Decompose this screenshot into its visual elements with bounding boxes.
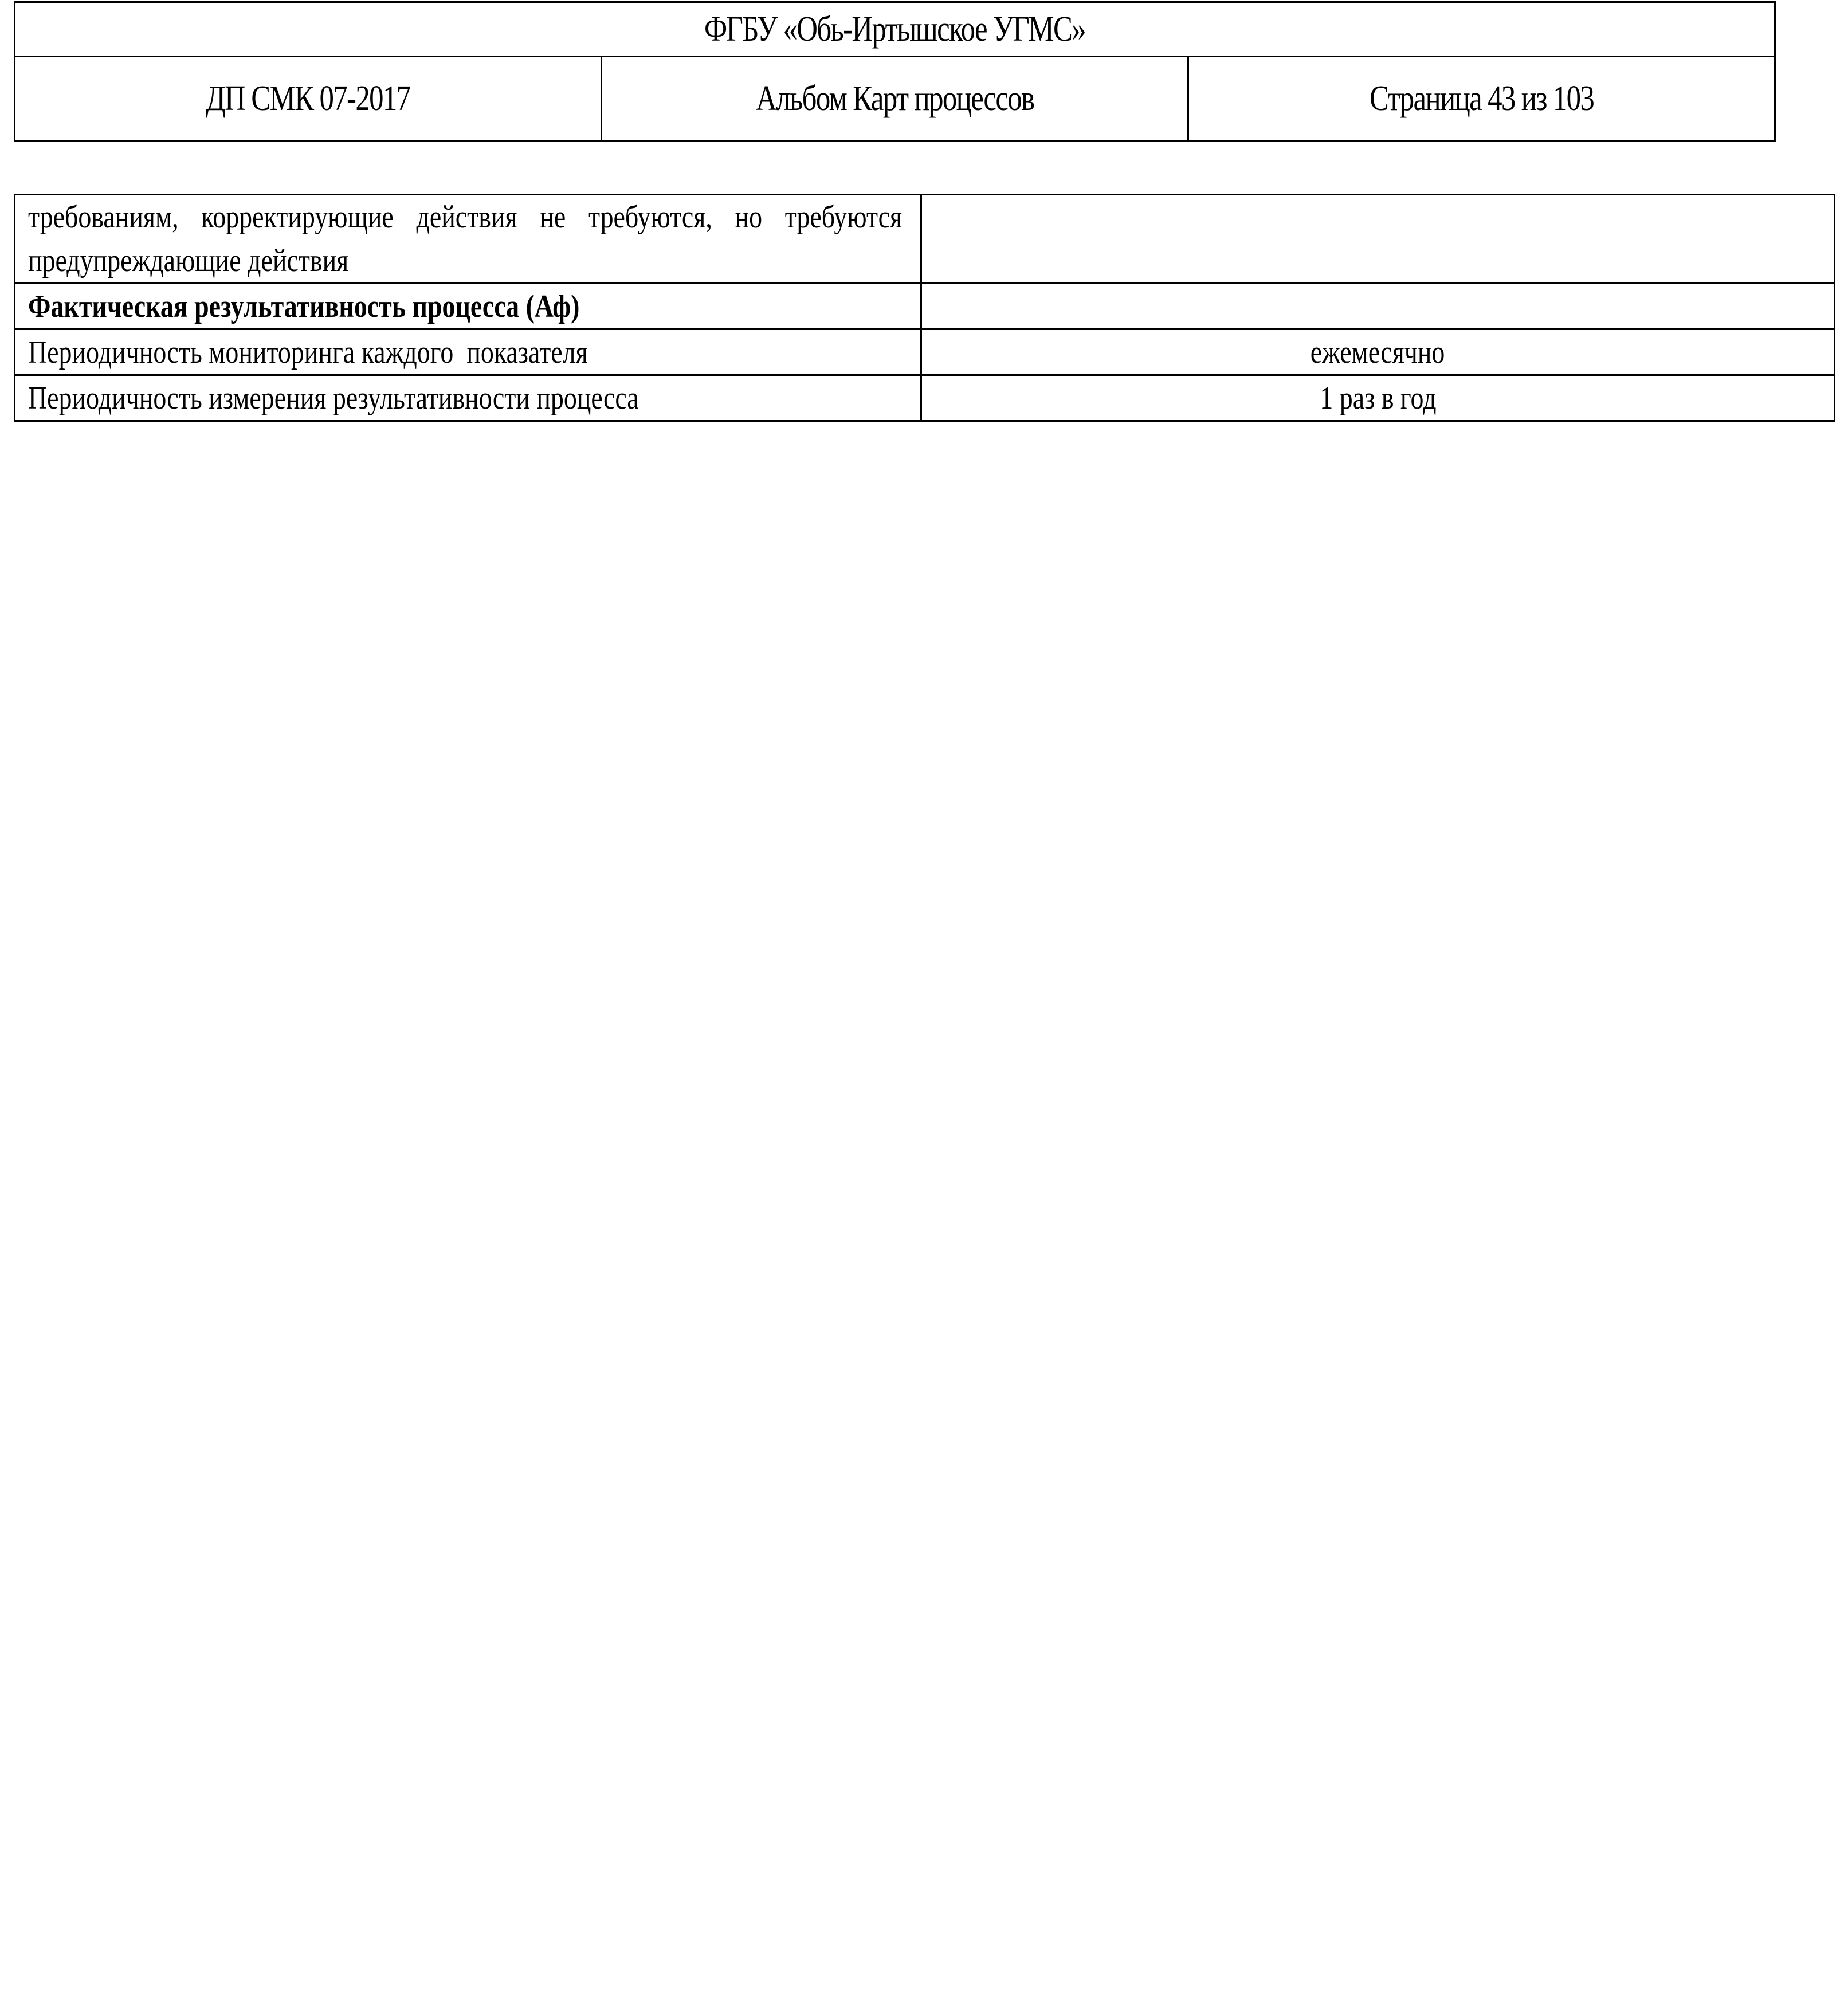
- header-doc-code-cell: [15, 57, 602, 141]
- process-card-table: [14, 194, 1835, 422]
- header-page-cell: [1188, 57, 1775, 141]
- header-org-row: [15, 2, 1775, 57]
- measurement-frequency-label: Периодичность измерения результативности процесса: [28, 380, 639, 416]
- row-label-cell: [15, 375, 921, 421]
- label-line-1: [28, 195, 902, 239]
- table-row: [15, 284, 1835, 329]
- row-label-cell: [15, 195, 921, 284]
- word: не: [540, 199, 566, 235]
- row-value-cell: [921, 284, 1835, 329]
- document-header: [14, 1, 1776, 142]
- actual-effectiveness-label: Фактическая результативность процесса (Аф): [28, 288, 580, 324]
- word: требуются,: [588, 199, 712, 235]
- table-row: [15, 195, 1835, 284]
- monitoring-frequency-label: Периодичность мониторинга каждого показателя: [28, 334, 588, 370]
- row-label-cell: [15, 284, 921, 329]
- word: действия: [416, 199, 517, 235]
- document-code: ДП СМК 07-2017: [206, 79, 410, 118]
- header-organization-cell: [15, 2, 1775, 57]
- measurement-frequency-value: 1 раз в год: [1319, 380, 1437, 416]
- header-info-row: [15, 57, 1775, 141]
- row-value-cell: [921, 329, 1835, 375]
- page-number: Страница 43 из 103: [1369, 79, 1594, 118]
- table-row: [15, 329, 1835, 375]
- label-line-2: предупреждающие действия: [28, 243, 349, 278]
- row-value-cell: [921, 375, 1835, 421]
- row-value-cell: [921, 195, 1835, 284]
- document-title: Альбом Карт процессов: [755, 79, 1034, 118]
- organization-name: ФГБУ «Обь-Иртышское УГМС»: [704, 10, 1086, 49]
- table-row: [15, 375, 1835, 421]
- row-label-cell: [15, 329, 921, 375]
- word: но: [735, 199, 763, 235]
- word: требуются: [784, 199, 903, 235]
- word: корректирующие: [201, 199, 394, 235]
- word: требованиям,: [28, 199, 179, 235]
- header-doc-title-cell: [602, 57, 1188, 141]
- monitoring-frequency-value: ежемесячно: [1311, 334, 1445, 370]
